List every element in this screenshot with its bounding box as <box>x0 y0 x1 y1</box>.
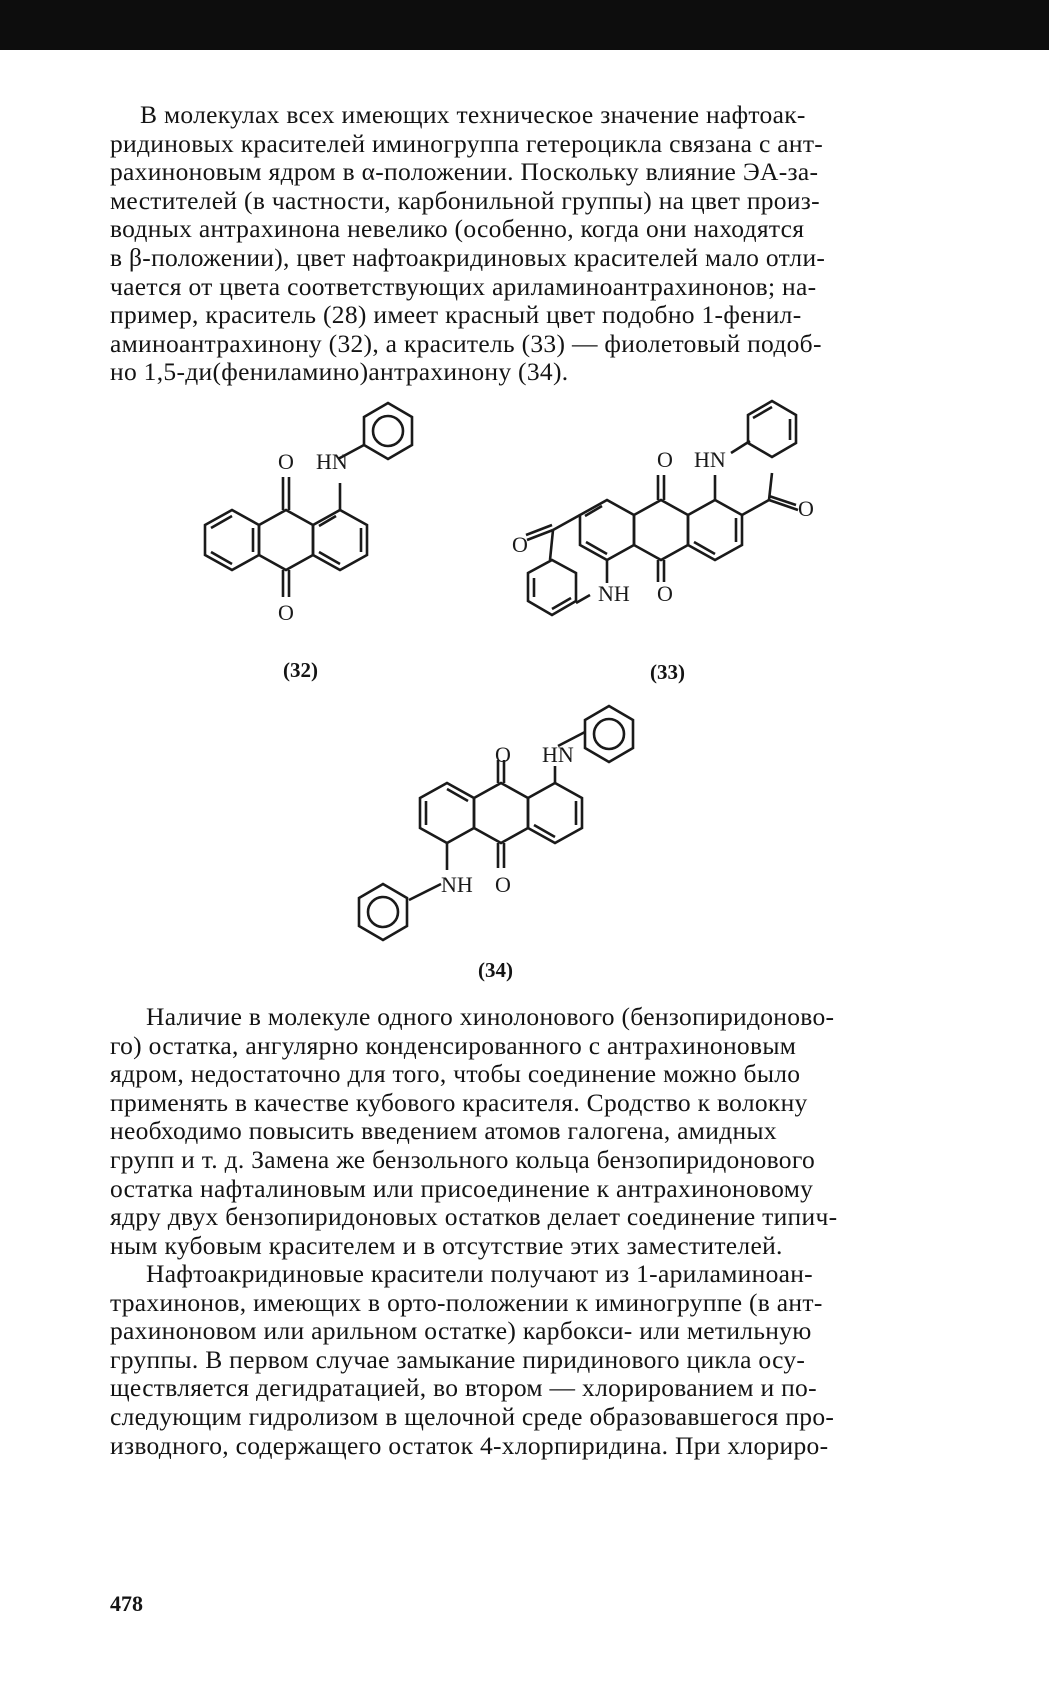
text-line: чается от цвета соответствующих ариламиноантрахинонов; на- <box>110 271 817 301</box>
caption-32: (32) <box>283 658 318 682</box>
text-line: местителей (в частности, карбонильной группы) на цвет произ- <box>110 185 820 215</box>
atom-label-hn: HN <box>542 742 574 767</box>
atom-label-o: O <box>657 447 673 472</box>
text-line: изводного, содержащего остаток 4-хлорпиридина. При хлориро- <box>110 1430 829 1460</box>
text-line: в β-положении), цвет нафтоакридиновых красителей мало отли- <box>110 242 826 272</box>
text-line: водных антрахинона невелико (особенно, когда они находятся <box>110 214 805 244</box>
page-top-edge-bar <box>0 0 1049 50</box>
paragraph-quinolone <box>110 1003 1000 1260</box>
text-line: трахинонов, имеющих в орто-положении к иминогруппе (в ант- <box>110 1287 823 1317</box>
structure-34 <box>345 698 665 958</box>
text-line: В молекулах всех имеющих техническое значение нафтоак- <box>140 100 806 129</box>
caption-34: (34) <box>478 958 513 982</box>
atom-label-nh: NH <box>441 872 473 897</box>
atom-label-nh: NH <box>598 581 630 606</box>
structure-33 <box>510 395 840 685</box>
atom-label-o: O <box>798 496 814 521</box>
text-line: применять в качестве кубового красителя. Сродство к волокну <box>110 1087 808 1117</box>
text-line: группы. В первом случае замыкание пиридинового цикла осу- <box>110 1344 806 1374</box>
text-line: ществляется дегидратацией, во втором — хлорированием и по- <box>110 1373 817 1403</box>
page-number: 478 <box>110 1591 143 1616</box>
atom-label-o: O <box>657 581 673 606</box>
text-line: го) остатка, ангулярно конденсированного с антрахиноновым <box>110 1030 797 1060</box>
text-line: ядру двух бензопиридоновых остатков делает соединение типич- <box>110 1202 838 1232</box>
atom-label-o: O <box>495 742 511 767</box>
text-line: Нафтоакридиновые красители получают из 1-ариламиноан- <box>146 1259 813 1288</box>
text-line: рахиноновом или арильном остатке) карбокси- или метильную <box>110 1316 812 1346</box>
atom-label-hn: HN <box>316 449 348 474</box>
text-line: аминоантрахинону (32), а краситель (33) — фиолетовый подоб- <box>110 328 822 358</box>
atom-label-hn: HN <box>694 447 726 472</box>
caption-33: (33) <box>650 660 685 684</box>
atom-label-o: O <box>512 532 528 557</box>
text-line: ядром, недостаточно для того, чтобы соединение можно было <box>110 1059 801 1089</box>
paragraph-synthesis <box>110 1260 1000 1460</box>
text-line: Наличие в молекуле одного хинолонового (бензопиридоново- <box>146 1002 835 1031</box>
text-line: ридиновых красителей иминогруппа гетероцикла связана с ант- <box>110 128 824 158</box>
text-line: остатка нафталиновым или присоединение к антрахиноновому <box>110 1173 814 1203</box>
atom-label-o: O <box>495 872 511 897</box>
text-line: групп и т. д. Замена же бензольного кольца бензопиридонового <box>110 1144 815 1174</box>
text-line: ным кубовым красителем и в отсутствие этих заместителей. <box>110 1230 783 1260</box>
atom-label-o: O <box>278 600 294 625</box>
text-line: но 1,5-ди(фениламино)антрахинону (34). <box>110 357 569 387</box>
paragraph-intro <box>110 101 1000 387</box>
text-line: следующим гидролизом в щелочной среде образовавшегося про- <box>110 1401 835 1431</box>
text-line: необходимо повысить введением атомов галогена, амидных <box>110 1116 777 1146</box>
structure-32 <box>180 395 440 625</box>
text-line: рахиноновым ядром в α-положении. Поскольку влияние ЭА-за- <box>110 157 819 187</box>
atom-label-o: O <box>278 449 294 474</box>
text-line: пример, краситель (28) имеет красный цвет подобно 1-фенил- <box>110 300 802 330</box>
